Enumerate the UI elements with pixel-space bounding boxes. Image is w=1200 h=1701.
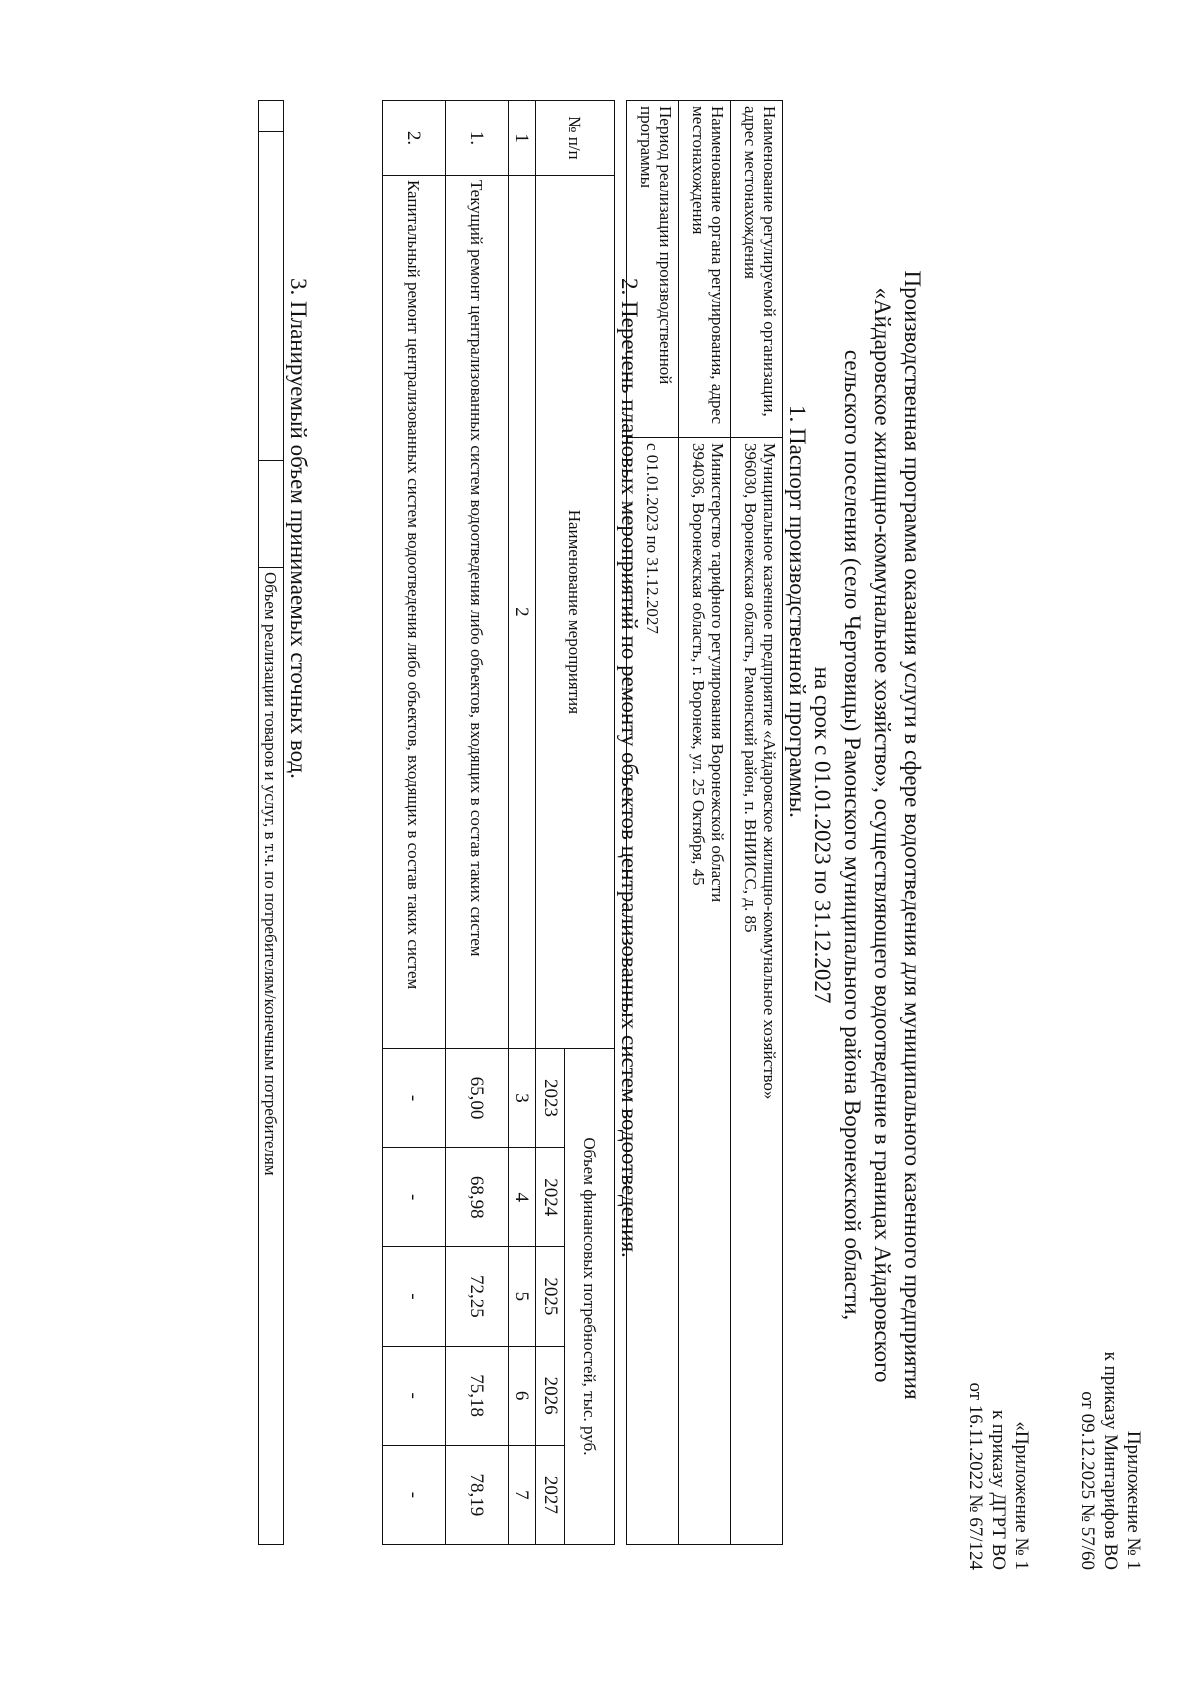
rotated-document-sheet <box>45 100 1145 1570</box>
title-line1: Производственная программа оказания услуги в сфере водоотведения для муниципального казенного предприятия <box>900 270 925 1400</box>
section3-heading: 3. Планируемый объем принимаемых сточных вод. <box>286 278 311 779</box>
passport-value-line: с 01.01.2023 по 31.12.2027 <box>643 443 662 634</box>
section2-heading: 2. Перечень плановых мероприятий по ремонту объектов централизованных систем водоотведения. <box>617 278 642 1258</box>
appendix-old-line2: к приказу ДГРТ ВО <box>988 1409 1009 1570</box>
column-number: 6 <box>509 1346 536 1445</box>
appendix-reference-new <box>1076 1352 1145 1570</box>
row-number: 1. <box>446 101 509 176</box>
column-number: 1 <box>509 101 536 176</box>
financial-value: 65,00 <box>446 1048 509 1147</box>
header-sales-volume: Объем реализации товаров и услуг, в т.ч. по потребителям/конечным потребителям <box>259 568 284 1545</box>
header-blank-cell <box>259 132 284 461</box>
passport-value-line: 394036, Воронежская область, г. Воронеж, ул. 25 Октября, 45 <box>689 443 708 886</box>
table-row <box>679 101 731 1545</box>
section1-heading: 1. Паспорт производственной программы. <box>785 405 810 818</box>
appendix-old-line1: «Приложение № 1 <box>1011 1421 1032 1570</box>
column-number: 5 <box>509 1247 536 1346</box>
header-number: № п/п <box>536 101 615 176</box>
title-line3: сельского поселения (село Чертовицы) Рамонского муниципального района Воронежской области, <box>840 349 865 1321</box>
financial-value: - <box>383 1445 446 1544</box>
financial-value: 68,98 <box>446 1148 509 1247</box>
passport-value-line: 396030, Воронежская область, Рамонский район, п. ВНИИСС, д. 85 <box>741 443 760 933</box>
row-number: 2. <box>383 101 446 176</box>
column-number: 3 <box>509 1048 536 1147</box>
title-line4: на срок с 01.01.2023 по 31.12.2027 <box>810 666 835 1004</box>
financial-value: 75,18 <box>446 1346 509 1445</box>
passport-value <box>731 438 783 1545</box>
table-row <box>446 101 509 1545</box>
table-row <box>731 101 783 1545</box>
column-number: 7 <box>509 1445 536 1544</box>
table-header-row <box>259 101 284 1545</box>
header-year: 2026 <box>536 1346 565 1445</box>
passport-value <box>679 438 731 1545</box>
passport-table <box>626 100 783 1545</box>
passport-label: Период реализации производственной программы <box>627 101 679 438</box>
passport-value-line: Министерство тарифного регулирования Воронежской области <box>708 443 727 903</box>
appendix-reference-old <box>964 1382 1033 1570</box>
column-number: 2 <box>509 175 536 1048</box>
wastewater-volume-table <box>258 100 284 1545</box>
passport-value-line: Муниципальное казенное предприятие «Айдаровское жилищно-коммунальное хозяйство» <box>760 443 779 1100</box>
measure-name: Текущий ремонт централизованных систем водоотведения либо объектов, входящих в состав таких систем <box>446 175 509 1048</box>
header-year: 2027 <box>536 1445 565 1544</box>
document-title <box>807 100 927 1570</box>
financial-value: 78,19 <box>446 1445 509 1544</box>
column-number: 4 <box>509 1148 536 1247</box>
table-row <box>383 101 446 1545</box>
appendix-new-line1: Приложение № 1 <box>1123 1430 1144 1570</box>
measure-name: Капитальный ремонт централизованных систем водоотведения либо объектов, входящих в состав таких систем <box>383 175 446 1048</box>
title-line2: «Айдаровское жилищно-коммунальное хозяйство», осуществляющего водоотведение в границах Айдаровского <box>870 287 895 1383</box>
header-year: 2025 <box>536 1247 565 1346</box>
passport-label: Наименование регулируемой организации, адрес местонахождения <box>731 101 783 438</box>
appendix-new-line3: от 09.12.2025 № 57/60 <box>1077 1391 1098 1570</box>
header-blank-cell <box>259 101 284 132</box>
appendix-old-line3: от 16.11.2022 № 67/124 <box>965 1382 986 1570</box>
passport-label: Наименование органа регулирования, адрес местонахождения <box>679 101 731 438</box>
table-header-row <box>565 101 615 1545</box>
header-year: 2023 <box>536 1048 565 1147</box>
financial-value: - <box>383 1247 446 1346</box>
header-financial-volume: Объем финансовых потребностей, тыс. руб. <box>565 1048 615 1544</box>
financial-value: - <box>383 1148 446 1247</box>
financial-value: 72,25 <box>446 1247 509 1346</box>
column-number-row <box>509 101 536 1545</box>
header-year: 2024 <box>536 1148 565 1247</box>
repair-measures-table <box>382 100 615 1545</box>
financial-value: - <box>383 1048 446 1147</box>
appendix-new-line2: к приказу Минтарифов ВО <box>1100 1351 1121 1570</box>
header-measure-name: Наименование мероприятия <box>536 175 615 1048</box>
financial-value: - <box>383 1346 446 1445</box>
header-blank-cell <box>259 461 284 568</box>
